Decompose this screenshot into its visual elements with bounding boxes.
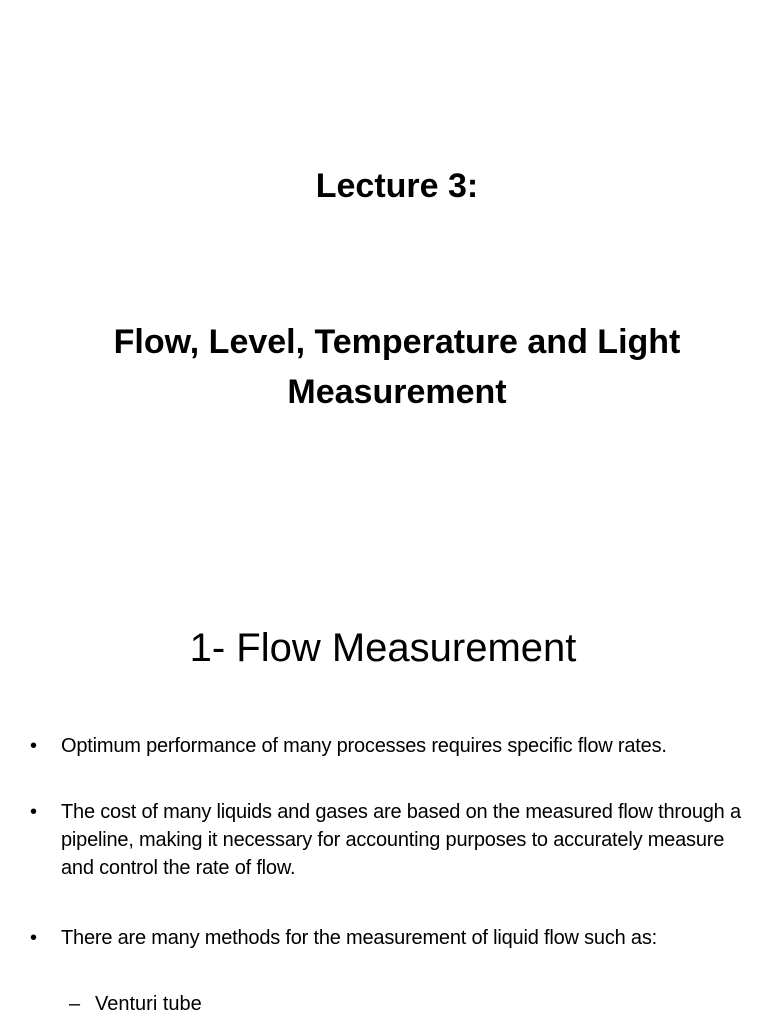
- bullet-marker: •: [30, 735, 38, 757]
- bullet-marker: •: [30, 927, 38, 949]
- bullet-text: Optimum performance of many processes requires specific flow rates.: [61, 735, 667, 757]
- lecture-number: Lecture 3:: [315, 167, 479, 205]
- sub-bullet-marker: –: [69, 993, 81, 1015]
- bullet-text: There are many methods for the measurement of liquid flow such as:: [61, 927, 657, 949]
- bullet-text: The cost of many liquids and gases are based on the measured flow through a pipeline, making it necessary for accounting purposes to accurately measure and control the rate of flow.: [61, 801, 741, 879]
- section-heading: 1- Flow Measurement: [189, 626, 577, 670]
- bullet-marker: •: [30, 801, 38, 823]
- sub-bullet-text: Venturi tube: [95, 993, 202, 1015]
- content-slide: [0, 512, 768, 1024]
- lecture-title: Flow, Level, Temperature and Light Measurement: [113, 323, 681, 411]
